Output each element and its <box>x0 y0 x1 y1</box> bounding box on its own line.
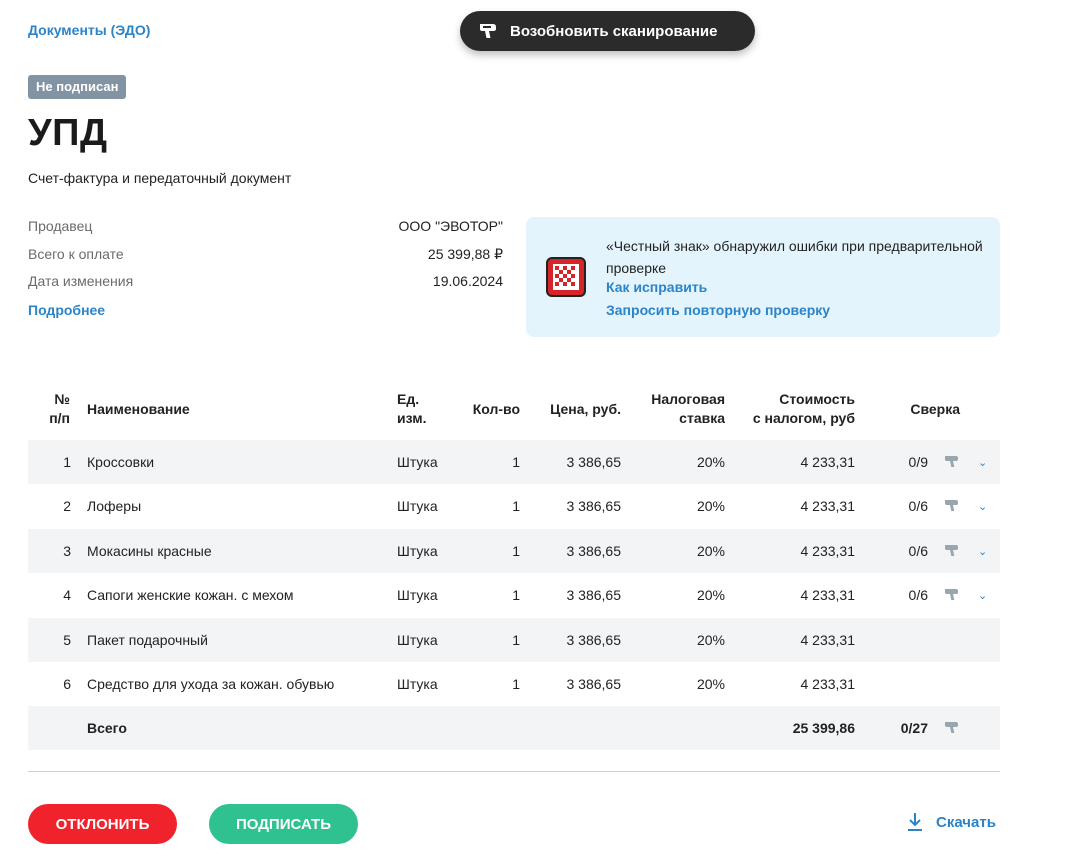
row-tax: 20% <box>696 498 725 514</box>
row-unit: Штука <box>397 587 438 603</box>
col-header-name: Наименование <box>87 401 190 417</box>
notice-text: «Честный знак» обнаружил ошибки при предварительной проверке <box>606 238 983 276</box>
row-cost: 4 233,31 <box>800 632 855 648</box>
table-total-row <box>28 706 1000 750</box>
info-value: 19.06.2024 <box>432 273 503 289</box>
col-header-price: Цена, руб. <box>550 401 621 417</box>
row-check: 0/6 <box>908 587 928 603</box>
row-num: 1 <box>63 454 71 470</box>
download-label: Скачать <box>936 813 996 831</box>
reject-button[interactable]: ОТКЛОНИТЬ <box>28 804 177 844</box>
row-qty: 1 <box>512 454 520 470</box>
row-price: 3 386,65 <box>566 498 621 514</box>
row-name: Лоферы <box>87 498 142 514</box>
row-tax: 20% <box>696 676 725 692</box>
download-button[interactable] <box>906 812 996 832</box>
row-unit: Штука <box>397 676 438 692</box>
row-cost: 4 233,31 <box>800 498 855 514</box>
row-qty: 1 <box>512 543 520 559</box>
col-header-num: № п/п <box>49 391 70 426</box>
sign-button[interactable]: ПОДПИСАТЬ <box>209 804 358 844</box>
row-name: Кроссовки <box>87 454 155 470</box>
table-row <box>28 573 1000 617</box>
how-to-fix-link[interactable]: Как исправить <box>606 279 708 295</box>
barcode-scanner-icon[interactable] <box>944 498 960 514</box>
expand-row-chevron-down-icon[interactable]: ⌄ <box>978 545 988 558</box>
info-value: 25 399,88 ₽ <box>427 245 503 262</box>
info-label: Всего к оплате <box>28 245 124 262</box>
barcode-scanner-icon[interactable] <box>944 454 960 470</box>
row-name: Сапоги женские кожан. с мехом <box>87 587 294 603</box>
total-check: 0/27 <box>900 720 928 736</box>
barcode-scanner-icon[interactable] <box>944 720 960 736</box>
row-unit: Штука <box>397 632 438 648</box>
row-check: 0/9 <box>908 454 928 470</box>
row-cost: 4 233,31 <box>800 454 855 470</box>
request-recheck-link[interactable]: Запросить повторную проверку <box>606 302 831 318</box>
table-row <box>28 484 1000 528</box>
resume-scanning-label: Возобновить сканирование <box>510 22 718 40</box>
row-unit: Штука <box>397 498 438 514</box>
table-row <box>28 440 1000 484</box>
row-price: 3 386,65 <box>566 676 621 692</box>
row-price: 3 386,65 <box>566 543 621 559</box>
datamatrix-icon <box>546 257 586 297</box>
more-details-link[interactable]: Подробнее <box>28 302 106 318</box>
row-qty: 1 <box>512 498 520 514</box>
col-header-unit: Ед. изм. <box>397 391 427 426</box>
col-header-qty: Кол-во <box>472 401 520 417</box>
row-tax: 20% <box>696 587 725 603</box>
row-tax: 20% <box>696 454 725 470</box>
row-qty: 1 <box>512 676 520 692</box>
breadcrumb-documents[interactable]: Документы (ЭДО) <box>28 22 151 38</box>
row-price: 3 386,65 <box>566 587 621 603</box>
info-label: Продавец <box>28 218 93 234</box>
row-check: 0/6 <box>908 498 928 514</box>
row-tax: 20% <box>696 632 725 648</box>
row-price: 3 386,65 <box>566 632 621 648</box>
info-row-seller <box>28 218 503 246</box>
row-check: 0/6 <box>908 543 928 559</box>
table-row <box>28 618 1000 662</box>
row-unit: Штука <box>397 454 438 470</box>
document-info <box>28 218 503 301</box>
row-num: 3 <box>63 543 71 559</box>
total-label: Всего <box>87 720 127 736</box>
download-icon <box>906 812 924 832</box>
honest-sign-notice <box>526 217 1000 337</box>
barcode-scanner-icon <box>478 21 498 41</box>
row-name: Средство для ухода за кожан. обувью <box>87 676 335 692</box>
expand-row-chevron-down-icon[interactable]: ⌄ <box>978 456 988 469</box>
col-header-cost: Стоимость с налогом, руб <box>752 391 855 426</box>
row-unit: Штука <box>397 543 438 559</box>
row-tax: 20% <box>696 543 725 559</box>
status-badge: Не подписан <box>28 75 126 99</box>
row-num: 5 <box>63 632 71 648</box>
total-cost: 25 399,86 <box>792 720 855 736</box>
row-qty: 1 <box>512 632 520 648</box>
info-label: Дата изменения <box>28 273 134 289</box>
row-name: Пакет подарочный <box>87 632 208 648</box>
page-title: УПД <box>28 112 108 154</box>
row-price: 3 386,65 <box>566 454 621 470</box>
col-header-tax: Налоговая ставка <box>651 391 725 426</box>
info-value: ООО "ЭВОТОР" <box>398 218 503 234</box>
divider <box>28 771 1000 772</box>
expand-row-chevron-down-icon[interactable]: ⌄ <box>978 500 988 513</box>
row-name: Мокасины красные <box>87 543 212 559</box>
row-num: 6 <box>63 676 71 692</box>
barcode-scanner-icon[interactable] <box>944 587 960 603</box>
info-row-date <box>28 273 503 301</box>
col-header-check: Сверка <box>910 401 960 417</box>
table-row <box>28 529 1000 573</box>
barcode-scanner-icon[interactable] <box>944 543 960 559</box>
row-num: 4 <box>63 587 71 603</box>
row-cost: 4 233,31 <box>800 676 855 692</box>
row-cost: 4 233,31 <box>800 543 855 559</box>
resume-scanning-button[interactable] <box>460 11 755 51</box>
table-row <box>28 662 1000 706</box>
row-num: 2 <box>63 498 71 514</box>
page-subtitle: Счет-фактура и передаточный документ <box>28 170 292 186</box>
row-qty: 1 <box>512 587 520 603</box>
info-row-total <box>28 246 503 274</box>
row-cost: 4 233,31 <box>800 587 855 603</box>
expand-row-chevron-down-icon[interactable]: ⌄ <box>978 589 988 602</box>
